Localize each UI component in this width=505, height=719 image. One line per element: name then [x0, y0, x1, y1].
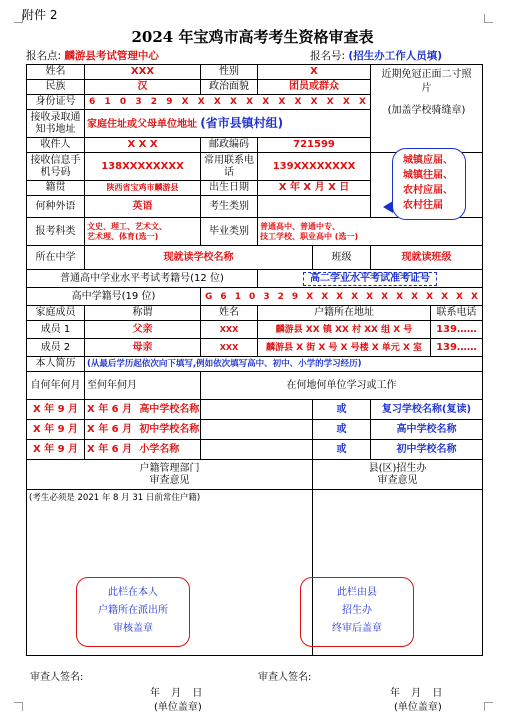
lang-label: 何种外语	[27, 196, 85, 218]
school-value[interactable]: 现就读学校名称	[85, 246, 313, 270]
history-from[interactable]: X 年 9 月	[27, 440, 85, 460]
left-stamp-line: 此栏在本人	[108, 587, 158, 598]
history-or: 或	[313, 440, 371, 460]
photo-note: (加盖学校骑缝章)	[387, 105, 466, 116]
left-stamp-box	[76, 577, 190, 647]
photo-label: 近期免冠正面二寸照片	[381, 69, 472, 94]
id-digits[interactable]	[85, 95, 371, 110]
member2-relation[interactable]: 母亲	[85, 339, 201, 357]
digit-cell: X	[471, 291, 478, 302]
digit-cell: 3	[263, 291, 270, 302]
gender-value[interactable]: X	[258, 65, 371, 80]
digit-cell: X	[426, 291, 434, 302]
category-option: 农村往届	[403, 200, 443, 211]
subject-value-1: 文史、理工、艺术文、	[87, 221, 167, 231]
birth-label: 出生日期	[201, 181, 258, 196]
history-school: 初中学校名称	[139, 423, 200, 435]
history-school: 小学名称	[139, 443, 180, 455]
history-cell[interactable]	[85, 420, 201, 440]
digit-cell: 2	[277, 291, 284, 302]
category-option: 城镇往届、	[403, 170, 453, 181]
digit-cell: X	[359, 97, 366, 107]
grad-value-1: 普通高中、普通中专、	[260, 221, 340, 231]
political-value[interactable]: 团员或群众	[258, 80, 371, 95]
phone-label: 接收信息手机号码	[27, 153, 85, 181]
digit-cell: 1	[104, 97, 111, 107]
member1-name[interactable]: XXX	[201, 321, 258, 339]
regno-value: (招生办工作人员填)	[348, 50, 442, 62]
digit-cell: X	[262, 97, 270, 107]
site-line	[26, 48, 159, 63]
digit-cell: X	[294, 97, 302, 107]
digit-cell: X	[310, 97, 318, 107]
address-hint: (省市县镇村组)	[200, 115, 284, 130]
contact-label: 常用联系电话	[201, 153, 258, 181]
digit-cell: 2	[150, 97, 158, 107]
page-title: 2024 年宝鸡市高考考生资格审查表	[131, 28, 374, 46]
address-cell[interactable]	[85, 110, 371, 138]
site-label: 报名点:	[26, 50, 62, 62]
digit-cell: X	[213, 97, 221, 107]
history-alt[interactable]: 高中学校名称	[371, 420, 483, 440]
subject-value[interactable]	[85, 218, 201, 246]
left-review-title-2: 审查意见	[149, 474, 190, 486]
ethnic-value[interactable]: 汉	[85, 80, 201, 95]
hometown-label: 籍贯	[27, 181, 85, 196]
right-review-title-1: 县(区)招生办	[368, 462, 427, 474]
member-phone-label: 联系电话	[431, 306, 483, 321]
right-stamp-box	[300, 577, 414, 647]
digit-cell: 6	[89, 97, 96, 107]
recipient-value[interactable]: X X X	[85, 138, 201, 153]
right-unit-stamp: (单位盖章)	[394, 702, 442, 713]
relation-label: 称谓	[85, 306, 201, 321]
where-label: 在何地何单位学习或工作	[201, 372, 483, 400]
left-review-note: (考生必须是 2021 年 8 月 31 日前常住户籍)	[29, 493, 201, 503]
digit-cell: 0	[249, 291, 256, 302]
digit-cell: X	[181, 97, 189, 107]
history-from[interactable]: X 年 9 月	[27, 400, 85, 420]
subject-value-2: 艺术理、体育(选一)	[87, 231, 159, 241]
household-label: 户籍所在地址	[258, 306, 431, 321]
left-reviewer-label: 审查人签名:	[30, 672, 84, 683]
grad-label: 毕业类别	[201, 218, 258, 246]
corner-mark	[484, 14, 493, 23]
member2-name[interactable]: XXX	[201, 339, 258, 357]
history-school: 高中学校名称	[139, 403, 200, 415]
digit-cell: X	[197, 97, 205, 107]
category-label: 考生类别	[201, 196, 258, 218]
digit-cell: X	[456, 291, 463, 302]
school-label: 所在中学	[27, 246, 85, 270]
history-spacer	[201, 420, 313, 440]
id-label: 身份证号	[27, 95, 85, 110]
exam-no-value: 高二学业水平考试准考证号	[303, 272, 437, 286]
digit-cell: X	[336, 291, 344, 302]
right-date-label: 年 月 日	[390, 688, 443, 699]
digit-cell: X	[230, 97, 237, 107]
left-unit-stamp: (单位盖章)	[154, 702, 202, 713]
digit-cell: X	[342, 97, 350, 107]
to-label: 至何年何月	[85, 372, 201, 400]
category-option: 城镇应届、	[403, 155, 453, 166]
site-value: 麟游县考试管理中心	[64, 50, 159, 62]
exam-no-label: 普通高中学业水平考试考籍号(12 位)	[27, 270, 258, 288]
digit-cell: X	[321, 291, 329, 302]
member-name-label: 姓名	[201, 306, 258, 321]
history-from[interactable]: X 年 9 月	[27, 420, 85, 440]
ethnic-label: 民族	[27, 80, 85, 95]
digit-cell: X	[381, 291, 389, 302]
grad-value-2: 技工学校、职业高中 (选一)	[260, 231, 359, 241]
digit-cell: X	[246, 97, 254, 107]
history-or: 或	[313, 400, 371, 420]
name-value[interactable]: XXX	[85, 65, 201, 80]
bubble-tail	[383, 201, 393, 213]
regno-line	[310, 48, 442, 63]
phone-value[interactable]: 138XXXXXXXX	[85, 153, 201, 181]
digit-cell: 3	[135, 97, 142, 107]
class-value[interactable]: 现就读班级	[371, 246, 483, 270]
from-label: 自何年何月	[27, 372, 85, 400]
history-cell[interactable]	[85, 400, 201, 420]
address-label: 接收录取通知书地址	[27, 110, 85, 138]
category-bubble	[392, 148, 466, 220]
history-alt[interactable]: 复习学校名称(复读)	[371, 400, 483, 420]
digit-cell: 1	[234, 291, 241, 302]
class-label: 班级	[313, 246, 371, 270]
history-alt[interactable]: 初中学校名称	[371, 440, 483, 460]
member1-label: 成员 1	[27, 321, 85, 339]
digit-cell: X	[411, 291, 419, 302]
digit-cell: X	[366, 291, 374, 302]
member1-phone[interactable]: 139……	[431, 321, 483, 339]
digit-cell: X	[278, 97, 286, 107]
digit-cell: X	[351, 291, 359, 302]
lang-value[interactable]: 英语	[85, 196, 201, 218]
digit-cell: 9	[166, 97, 173, 107]
history-to: X 年 6 月	[87, 443, 133, 455]
attachment-label: 附件 2	[22, 8, 58, 22]
right-stamp-line: 此栏由县	[337, 587, 377, 598]
left-review-title-1: 户籍管理部门	[139, 462, 200, 474]
digit-cell: 6	[220, 291, 227, 302]
category-option: 农村应届、	[403, 185, 453, 196]
postcode-label: 邮政编码	[201, 138, 258, 153]
history-cell[interactable]	[85, 440, 201, 460]
digit-cell: X	[396, 291, 404, 302]
left-date-label: 年 月 日	[150, 688, 203, 699]
school-no-digits[interactable]	[201, 288, 483, 306]
regno-label: 报名号:	[310, 50, 346, 62]
gender-label: 性别	[201, 65, 258, 80]
history-spacer	[201, 440, 313, 460]
postcode-value[interactable]: 721599	[258, 138, 371, 153]
political-label: 政治面貌	[201, 80, 258, 95]
left-review-title	[27, 460, 313, 490]
contact-value[interactable]: 139XXXXXXXX	[258, 153, 371, 181]
birth-value[interactable]: X 年 X 月 X 日	[258, 181, 371, 196]
history-to: X 年 6 月	[87, 423, 133, 435]
category-value[interactable]	[258, 196, 371, 218]
member2-label: 成员 2	[27, 339, 85, 357]
member1-address[interactable]: 麟游县 XX 镇 XX 村 XX 组 X 号	[258, 321, 431, 339]
history-or: 或	[313, 420, 371, 440]
left-stamp-line: 户籍所在派出所	[98, 605, 168, 616]
right-stamp-line: 招生办	[342, 605, 372, 616]
address-value: 家庭住址或父母单位地址	[87, 118, 197, 130]
category-options	[393, 149, 465, 213]
photo-box	[371, 65, 483, 153]
resume-note: (从最后学历起依次向下填写,例如依次填写高中、初中、小学的学习经历)	[85, 357, 483, 372]
name-label: 姓名	[27, 65, 85, 80]
grad-value[interactable]	[258, 218, 483, 246]
right-review-title	[313, 460, 483, 490]
digit-cell: 0	[119, 97, 127, 107]
left-stamp-line: 审核盖章	[113, 623, 153, 634]
recipient-label: 收件人	[27, 138, 85, 153]
hometown-value[interactable]: 陕西省宝鸡市麟游县	[85, 181, 201, 196]
exam-no-cell[interactable]	[258, 270, 483, 288]
digit-cell: X	[306, 291, 314, 302]
id-digit-row	[85, 96, 370, 108]
digit-cell: X	[326, 97, 334, 107]
digit-cell: G	[205, 291, 213, 302]
right-review-title-2: 审查意见	[377, 474, 418, 486]
digit-cell: X	[441, 291, 449, 302]
member2-address[interactable]: 麟游县 X 街 X 号 X 号楼 X 单元 X 室	[258, 339, 431, 357]
corner-mark	[484, 702, 493, 711]
subject-label: 报考科类	[27, 218, 85, 246]
school-no-label: 高中学籍号(19 位)	[27, 288, 201, 306]
member2-phone[interactable]: 139……	[431, 339, 483, 357]
corner-mark	[14, 702, 23, 711]
school-digit-row	[201, 291, 482, 303]
family-label: 家庭成员	[27, 306, 85, 321]
history-spacer	[201, 400, 313, 420]
history-to: X 年 6 月	[87, 403, 133, 415]
member1-relation[interactable]: 父亲	[85, 321, 201, 339]
digit-cell: 9	[291, 291, 299, 302]
resume-label: 本人简历	[27, 357, 85, 372]
right-reviewer-label: 审查人签名:	[258, 672, 312, 683]
right-stamp-line: 终审后盖章	[332, 623, 382, 634]
